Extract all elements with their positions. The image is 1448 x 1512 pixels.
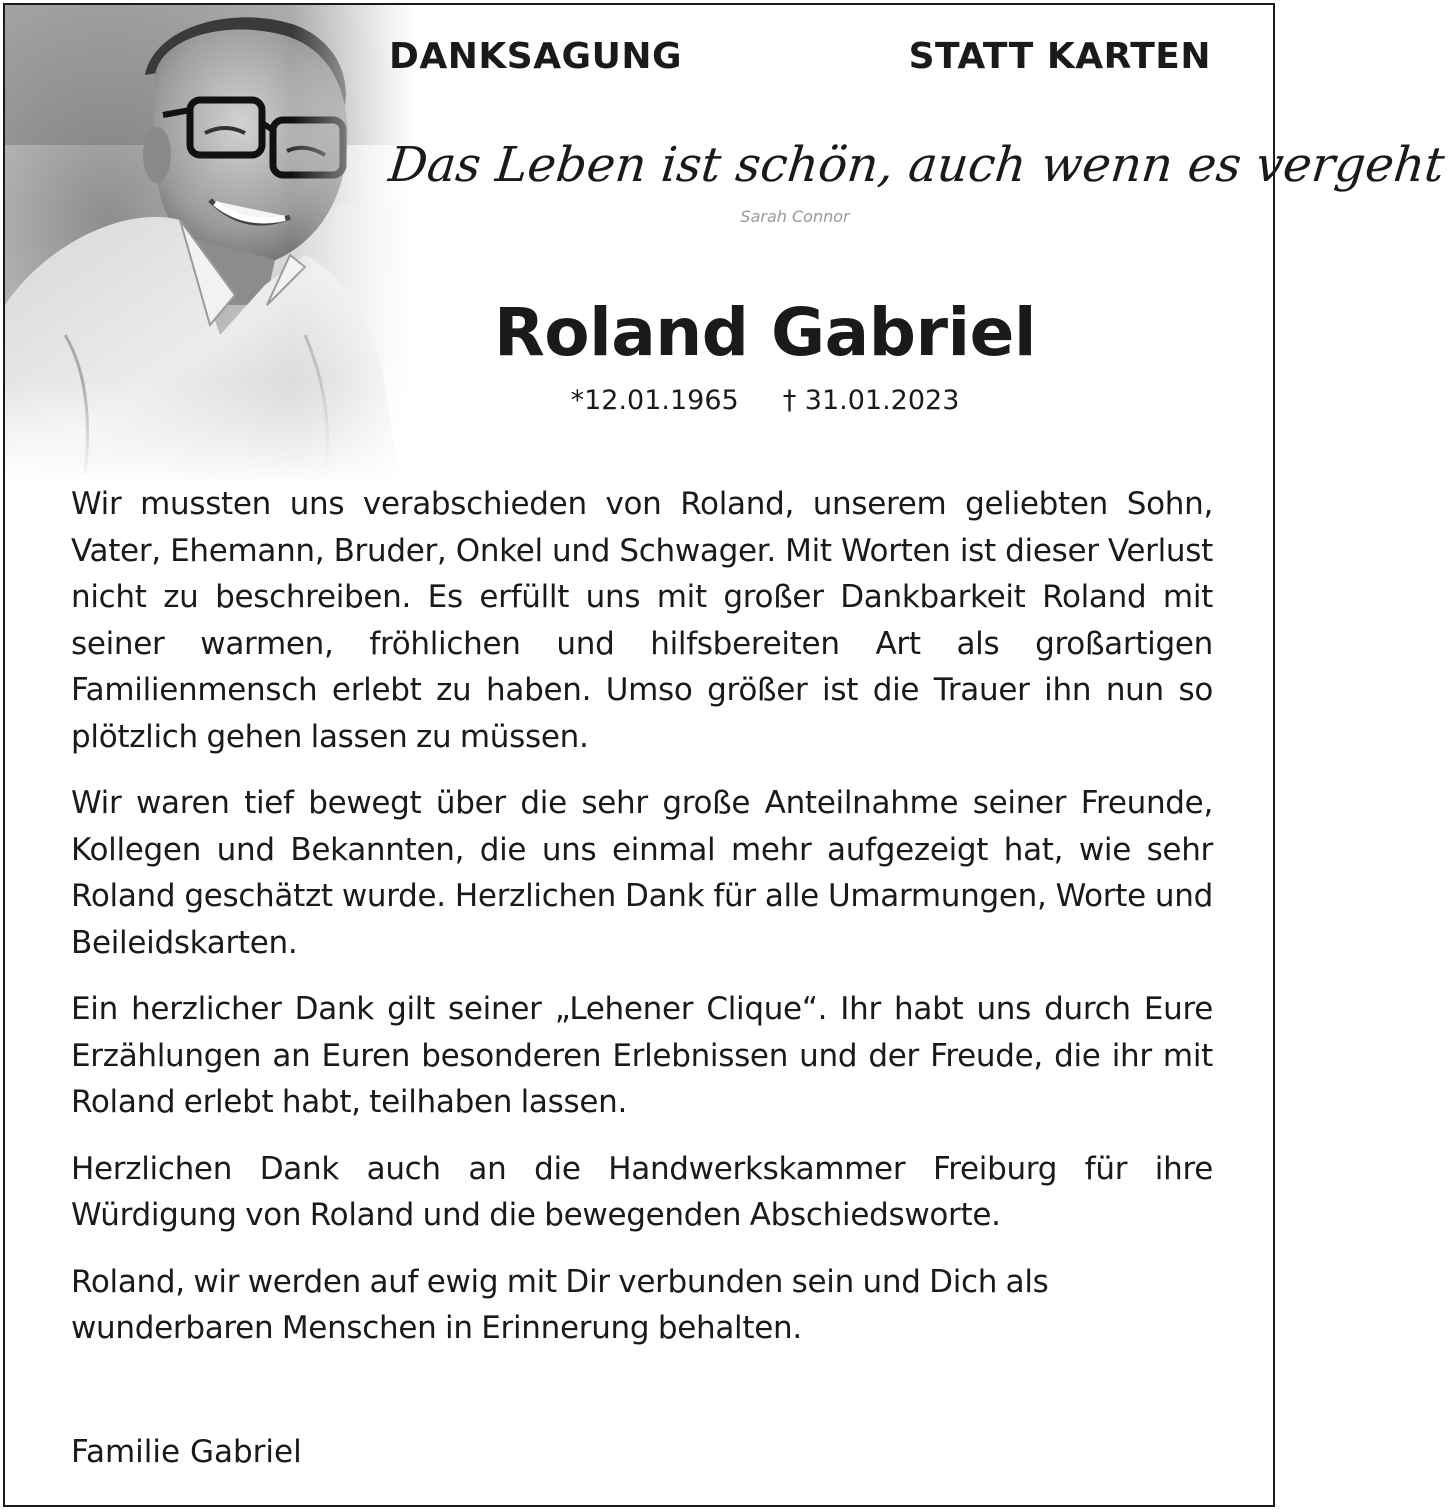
obituary-notice [3, 3, 1448, 1507]
paragraph: Roland, wir werden auf ewig mit Dir verbunden sein und Dich als wunderbaren Menschen in Erinnerung behalten. [71, 1263, 1049, 1346]
paragraph: Wir mussten uns verabschieden von Roland, unserem geliebten Sohn, Vater, Ehemann, Bruder, Onkel und Schwager. Mit Worten ist dieser Verlust nicht zu beschreiben. Es erfüllt uns mit großer Dankbarkeit Roland mit seiner warmen, fröhlichen und hilfsbereiten Art als großartigen Familienmensch erlebt zu haben. Umso größer ist die Trauer ihn nun so plötzlich gehen lassen zu müssen. [71, 486, 1213, 755]
paragraph: Wir waren tief bewegt über die sehr große Anteilnahme seiner Freunde, Kollegen und Bekannten, die uns einmal mehr aufgezeigt hat, wie sehr Roland geschätzt wurde. Herzlichen Dank für alle Umarmungen, Worte und Beileidskarten. [71, 785, 1213, 961]
heading-danksagung: DANKSAGUNG [389, 36, 683, 77]
paragraph: Herzlichen Dank auch an die Handwerkskammer Freiburg für ihre Würdigung von Roland und die bewegenden Abschiedsworte. [71, 1150, 1213, 1233]
quote-text: Das Leben ist schön, auch wenn es vergeht [386, 137, 1448, 193]
paragraph: Ein herzlicher Dank gilt seiner „Lehener Clique“. Ihr habt uns durch Eure Erzählungen an Euren besonderen Erlebnissen und der Freude, die ihr mit Roland erlebt habt, teilhaben lassen. [71, 991, 1213, 1120]
life-dates [505, 383, 1025, 419]
death-date: † 31.01.2023 [782, 385, 960, 416]
message-body [71, 481, 1213, 1372]
portrait-photo [5, 5, 415, 485]
birth-date: *12.01.1965 [570, 385, 739, 416]
signature: Familie Gabriel [71, 1434, 302, 1470]
deceased-name: Roland Gabriel [493, 294, 1037, 371]
quote-author: Sarah Connor [740, 207, 850, 226]
heading-statt-karten: STATT KARTEN [908, 36, 1211, 77]
